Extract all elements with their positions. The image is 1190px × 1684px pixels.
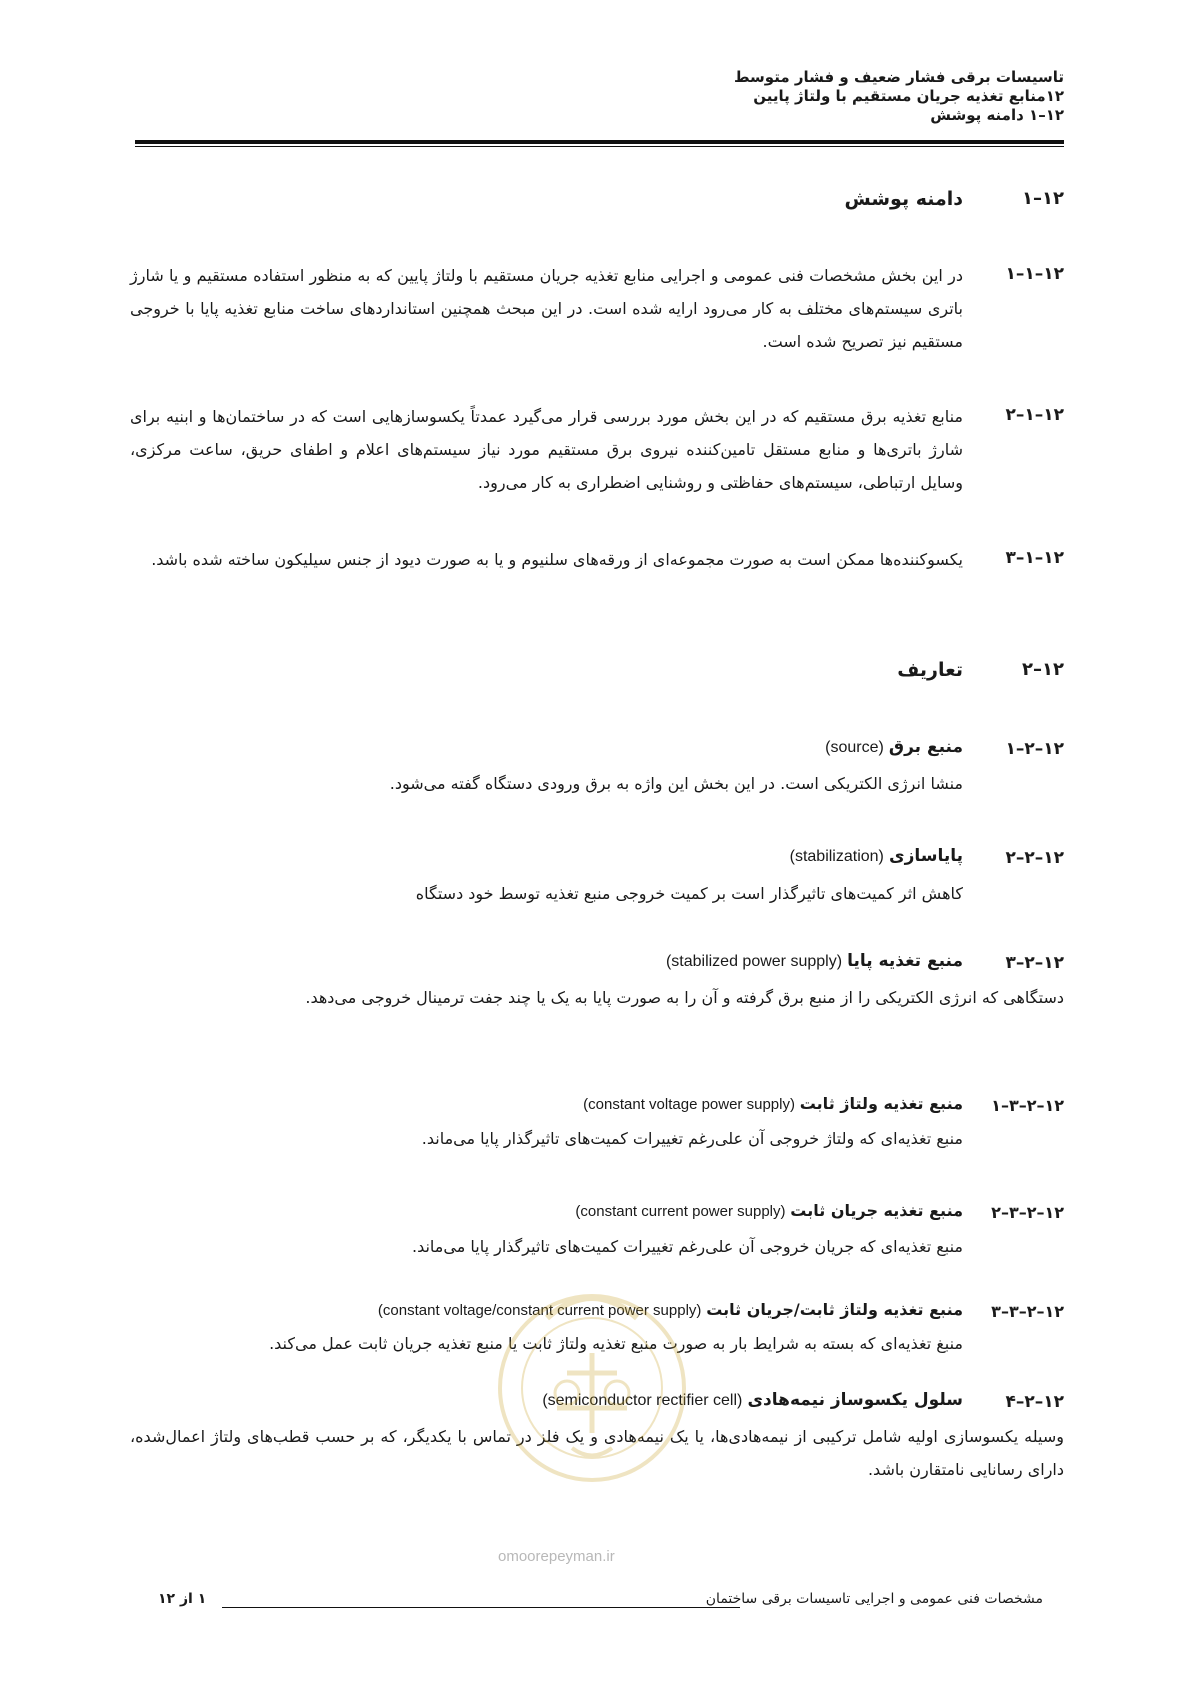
definition-number: ۱۲–۲–۳–۳ (991, 1302, 1064, 1321)
definition-term: منبع تغذیه جریان ثابت (790, 1201, 963, 1220)
definition-term: منبع تغذیه پایا (847, 951, 963, 971)
definition-term: منبع برق (888, 737, 963, 757)
definition-heading (378, 1300, 963, 1319)
definition-term-english: (stabilized power supply) (665, 953, 843, 970)
definition-number: ۱۲–۲–۳–۱ (991, 1096, 1064, 1115)
definition-term-english: (stabilization) (789, 848, 884, 865)
definition-term-english: (constant current power supply) (575, 1203, 786, 1220)
watermark-url: omoorepeyman.ir (498, 1548, 615, 1565)
definition-heading (825, 737, 963, 757)
definition-term-english: (constant voltage/constant current power supply) (377, 1302, 702, 1319)
definition-term-english: (source) (825, 739, 884, 756)
section-number: ۱۲–۲ (1022, 659, 1064, 680)
paragraph-number: ۱۲–۱–۱ (1005, 264, 1064, 284)
header-rule-thin (135, 146, 1064, 147)
page-number: ۱ از ۱۲ (158, 1591, 207, 1607)
definition-text: منشا انرژی الکتریکی است. در این بخش این واژه به برق ورودی دستگاه گفته می‌شود. (389, 774, 963, 793)
definition-number: ۱۲–۲–۱ (1005, 739, 1064, 759)
definition-text: کاهش اثر کمیت‌های تاثیرگذار است بر کمیت خروجی منبع تغذیه توسط خود دستگاه (415, 884, 963, 903)
definition-number: ۱۲–۲–۴ (1005, 1392, 1064, 1412)
definition-text: وسیله یکسوسازی اولیه شامل ترکیبی از نیمه‌هادی‌ها، یا یک نیمه‌هادی و یک فلز در تماس با یکدیگر، که بر حسب قطب‌های ولتاژ اعمال‌شده، دارای رسانایی نامتقارن باشد. (130, 1427, 1064, 1479)
definition-term: منبع تغذیه ولتاژ ثابت/جریان ثابت (706, 1300, 963, 1319)
paragraph-text: یکسوکننده‌ها ممکن است به صورت مجموعه‌ای از ورقه‌های سلنیوم و یا به صورت دیود از جنس سیلیکون ساخته شده باشد. (151, 550, 963, 569)
header-line-2: ۱۲منابع تغذیه جریان مستقیم با ولتاژ پایین (753, 87, 1064, 105)
section-title: تعاریف (897, 659, 963, 681)
definition-heading (666, 951, 963, 971)
definition-heading (542, 1390, 963, 1410)
footer-rule (222, 1607, 740, 1608)
definition-number: ۱۲–۲–۳–۲ (991, 1203, 1064, 1222)
definition-text: منبغ تغذیه‌ای که بسته به شرایط بار به صورت منبع تغذیه ولتاژ ثابت یا منبع تغذیه جریان ثابت عمل می‌کند. (269, 1334, 963, 1353)
definition-text: منبع تغذیه‌ای که ولتاژ خروجی آن علی‌رغم تغییرات کمیت‌های تاثیرگذار پایا می‌ماند. (421, 1129, 963, 1148)
paragraph-text: منابع تغذیه برق مستقیم که در این بخش مورد بررسی قرار می‌گیرد عمدتاً یکسوسازهایی است که در ساختمان‌ها و ابنیه برای شارژ باتری‌ها و منابع مستقل تامین‌کننده نیروی برق مستقیم مورد نیاز سیستم‌های اعلام و اطفای حریق، ساعت مرکزی، وسایل ارتباطی، سیستم‌های حفاظتی و روشنایی اضطراری به کار می‌رود. (130, 407, 963, 492)
paragraph-number: ۱۲–۱–۳ (1005, 548, 1064, 568)
definition-text: دستگاهی که انرژی الکتریکی را از منبع برق گرفته و آن را به صورت پایا به یک یا چند جفت ترمینال خروجی می‌دهد. (305, 988, 1064, 1007)
paragraph-number: ۱۲–۱–۲ (1005, 405, 1064, 425)
definition-heading (583, 1094, 963, 1113)
running-header (464, 68, 1064, 125)
header-line-3: ۱۲–۱ دامنه پوشش (930, 106, 1064, 124)
definition-term: منبع تغذیه ولتاژ ثابت (799, 1094, 963, 1113)
definition-heading (790, 846, 963, 866)
definition-number: ۱۲–۲–۲ (1005, 848, 1064, 868)
definition-text: منبع تغذیه‌ای که جریان خروجی آن علی‌رغم تغییرات کمیت‌های تاثیرگذار پایا می‌ماند. (411, 1237, 963, 1256)
definition-term: سلول یکسوساز نیمه‌هادی (747, 1390, 963, 1410)
header-rule-thick (135, 140, 1064, 144)
header-line-1: تاسیسات برقی فشار ضعیف و فشار متوسط (733, 68, 1064, 86)
paragraph-text: در این بخش مشخصات فنی عمومی و اجرایی منابع تغذیه جریان مستقیم با ولتاژ پایین که به منظور استفاده مستقیم و یا شارژ باتری سیستم‌های مختلف به کار می‌رود ارایه شده است. در این مبحث همچنین استانداردهای ساخت منابع تغذیه پایا با خروجی مستقیم نیز تصریح شده است. (130, 266, 963, 351)
definition-number: ۱۲–۲–۳ (1005, 953, 1064, 973)
definition-term-english: (semiconductor rectifier cell) (542, 1392, 743, 1409)
section-title: دامنه پوشش (844, 188, 963, 210)
footer-title: مشخصات فنی عمومی و اجرایی تاسیسات برقی ساختمان (705, 1591, 1043, 1607)
definition-term: پایاسازی (888, 846, 963, 866)
definition-heading (575, 1201, 963, 1220)
section-number: ۱۲–۱ (1022, 188, 1064, 209)
definition-term-english: (constant voltage power supply) (583, 1096, 795, 1113)
